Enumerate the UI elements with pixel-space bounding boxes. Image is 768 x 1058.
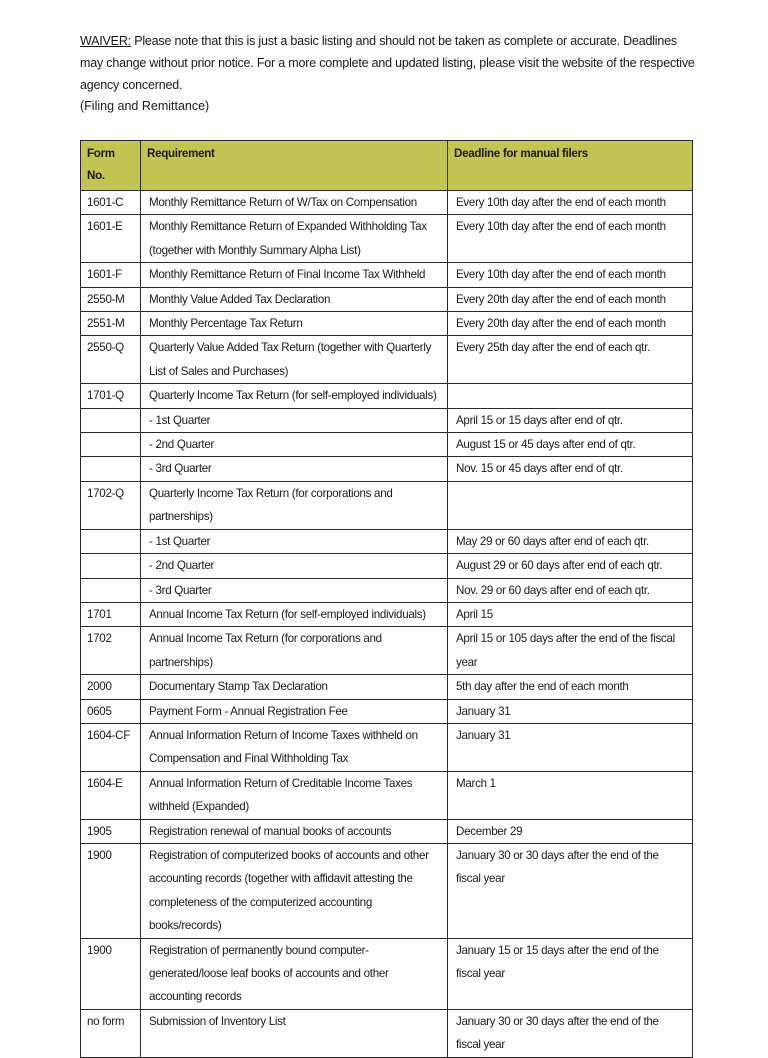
deadline: December 29 bbox=[448, 819, 693, 843]
form-number bbox=[81, 554, 141, 578]
waiver-label: WAIVER: bbox=[80, 34, 131, 48]
requirement: Registration of computerized books of accounts and other accounting records (together with affidavit attesting the completeness of the computerized accounting books/records) bbox=[141, 843, 448, 938]
deadline: March 1 bbox=[448, 771, 693, 819]
form-number: 1905 bbox=[81, 819, 141, 843]
form-number: 1604-E bbox=[81, 771, 141, 819]
table-row bbox=[81, 938, 693, 1009]
table-row bbox=[81, 1009, 693, 1057]
deadline: August 15 or 45 days after end of qtr. bbox=[448, 433, 693, 457]
form-number: 1701-Q bbox=[81, 384, 141, 408]
table-row bbox=[81, 457, 693, 481]
deadline: Every 20th day after the end of each month bbox=[448, 287, 693, 311]
requirement: - 1st Quarter bbox=[141, 529, 448, 553]
table-row bbox=[81, 529, 693, 553]
requirement: Monthly Remittance Return of Expanded Withholding Tax (together with Monthly Summary Alpha List) bbox=[141, 215, 448, 263]
deadline: April 15 or 105 days after the end of the fiscal year bbox=[448, 627, 693, 675]
requirement: Quarterly Value Added Tax Return (together with Quarterly List of Sales and Purchases) bbox=[141, 336, 448, 384]
form-number: 1601-C bbox=[81, 191, 141, 215]
requirement: Monthly Remittance Return of Final Income Tax Withheld bbox=[141, 263, 448, 287]
table-row bbox=[81, 433, 693, 457]
table-row bbox=[81, 578, 693, 602]
deadline: April 15 or 15 days after end of qtr. bbox=[448, 408, 693, 432]
section-label: (Filing and Remittance) bbox=[80, 99, 210, 113]
header-deadline: Deadline for manual filers bbox=[448, 141, 693, 191]
deadline: January 30 or 30 days after the end of the fiscal year bbox=[448, 1009, 693, 1057]
form-number bbox=[81, 457, 141, 481]
deadline: Every 10th day after the end of each month bbox=[448, 215, 693, 263]
form-number: 0605 bbox=[81, 699, 141, 723]
form-number: 2550-Q bbox=[81, 336, 141, 384]
deadline: Nov. 29 or 60 days after end of each qtr. bbox=[448, 578, 693, 602]
deadline: April 15 bbox=[448, 602, 693, 626]
deadline: Every 10th day after the end of each month bbox=[448, 191, 693, 215]
requirement: Registration renewal of manual books of accounts bbox=[141, 819, 448, 843]
form-number: 1900 bbox=[81, 938, 141, 1009]
table-row bbox=[81, 312, 693, 336]
table-row bbox=[81, 602, 693, 626]
requirement: - 1st Quarter bbox=[141, 408, 448, 432]
requirement: Annual Income Tax Return (for corporations and partnerships) bbox=[141, 627, 448, 675]
requirement: Quarterly Income Tax Return (for corporations and partnerships) bbox=[141, 481, 448, 529]
table-row bbox=[81, 819, 693, 843]
table-row bbox=[81, 215, 693, 263]
deadline: January 15 or 15 days after the end of the fiscal year bbox=[448, 938, 693, 1009]
requirement: Payment Form - Annual Registration Fee bbox=[141, 699, 448, 723]
requirement: Annual Information Return of Income Taxes withheld on Compensation and Final Withholding Tax bbox=[141, 723, 448, 771]
form-number: no form bbox=[81, 1009, 141, 1057]
form-number bbox=[81, 578, 141, 602]
deadline: Every 25th day after the end of each qtr. bbox=[448, 336, 693, 384]
header-requirement: Requirement bbox=[141, 141, 448, 191]
table-row bbox=[81, 627, 693, 675]
requirement: Registration of permanently bound computer-generated/loose leaf books of accounts and other accounting records bbox=[141, 938, 448, 1009]
deadline: January 31 bbox=[448, 723, 693, 771]
deadline bbox=[448, 481, 693, 529]
form-number: 2550-M bbox=[81, 287, 141, 311]
requirement: Monthly Percentage Tax Return bbox=[141, 312, 448, 336]
form-number: 1701 bbox=[81, 602, 141, 626]
deadline: August 29 or 60 days after end of each qtr. bbox=[448, 554, 693, 578]
requirement: Submission of Inventory List bbox=[141, 1009, 448, 1057]
table-row bbox=[81, 843, 693, 938]
form-number bbox=[81, 529, 141, 553]
deadline: January 31 bbox=[448, 699, 693, 723]
deadline bbox=[448, 384, 693, 408]
table-row bbox=[81, 384, 693, 408]
table-row bbox=[81, 554, 693, 578]
table-row bbox=[81, 699, 693, 723]
form-number: 2551-M bbox=[81, 312, 141, 336]
form-number: 2000 bbox=[81, 675, 141, 699]
requirement: - 2nd Quarter bbox=[141, 554, 448, 578]
waiver-text: Please note that this is just a basic listing and should not be taken as complete or accurate. Deadlines may change without prior notice. For a more complete and updated listing, please visit the website of the respective agency concerned. bbox=[80, 34, 695, 92]
form-number: 1900 bbox=[81, 843, 141, 938]
requirement: Annual Information Return of Creditable Income Taxes withheld (Expanded) bbox=[141, 771, 448, 819]
form-number: 1601-F bbox=[81, 263, 141, 287]
table-row bbox=[81, 481, 693, 529]
form-number: 1604-CF bbox=[81, 723, 141, 771]
table-row bbox=[81, 191, 693, 215]
table-row bbox=[81, 723, 693, 771]
deadline: May 29 or 60 days after end of each qtr. bbox=[448, 529, 693, 553]
requirement: Documentary Stamp Tax Declaration bbox=[141, 675, 448, 699]
table-row bbox=[81, 771, 693, 819]
deadline: 5th day after the end of each month bbox=[448, 675, 693, 699]
deadline: Nov. 15 or 45 days after end of qtr. bbox=[448, 457, 693, 481]
tax-deadlines-table bbox=[80, 140, 693, 1058]
deadline: January 30 or 30 days after the end of the fiscal year bbox=[448, 843, 693, 938]
table-row bbox=[81, 408, 693, 432]
table-row bbox=[81, 675, 693, 699]
table-row bbox=[81, 263, 693, 287]
waiver-notice bbox=[80, 30, 700, 96]
table-row bbox=[81, 287, 693, 311]
header-form-no: Form No. bbox=[81, 141, 141, 191]
form-number: 1702 bbox=[81, 627, 141, 675]
table-header-row bbox=[81, 141, 693, 191]
table-row bbox=[81, 336, 693, 384]
deadline: Every 20th day after the end of each month bbox=[448, 312, 693, 336]
form-number bbox=[81, 433, 141, 457]
form-number: 1702-Q bbox=[81, 481, 141, 529]
requirement: Monthly Remittance Return of W/Tax on Compensation bbox=[141, 191, 448, 215]
form-number bbox=[81, 408, 141, 432]
form-number: 1601-E bbox=[81, 215, 141, 263]
deadline: Every 10th day after the end of each month bbox=[448, 263, 693, 287]
requirement: - 3rd Quarter bbox=[141, 578, 448, 602]
requirement: - 3rd Quarter bbox=[141, 457, 448, 481]
requirement: Monthly Value Added Tax Declaration bbox=[141, 287, 448, 311]
requirement: - 2nd Quarter bbox=[141, 433, 448, 457]
requirement: Annual Income Tax Return (for self-employed individuals) bbox=[141, 602, 448, 626]
requirement: Quarterly Income Tax Return (for self-employed individuals) bbox=[141, 384, 448, 408]
